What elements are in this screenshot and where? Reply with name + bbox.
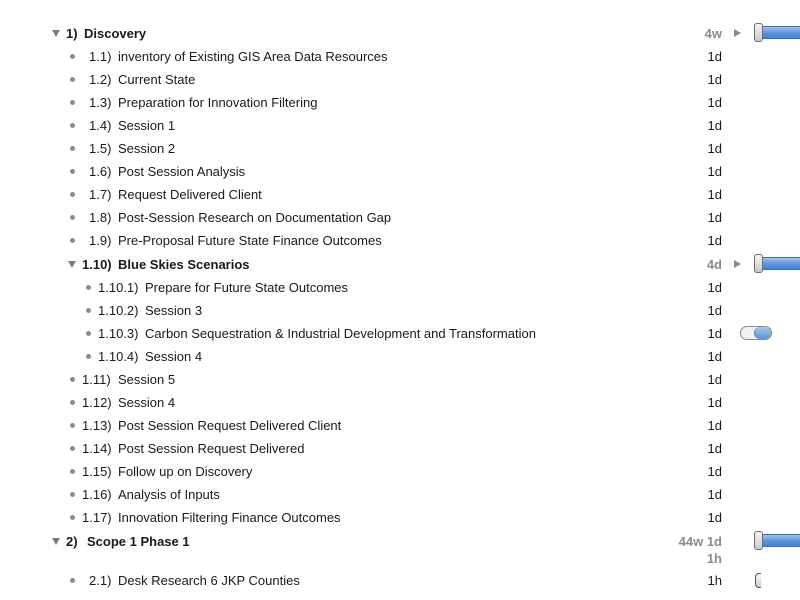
expand-arrow-icon[interactable] xyxy=(734,260,741,268)
task-duration: 1d xyxy=(707,164,722,179)
gantt-bar-start-handle[interactable] xyxy=(754,254,763,273)
task-row[interactable] xyxy=(0,460,800,483)
task-title: Post-Session Research on Documentation Gap xyxy=(118,210,392,225)
task-row[interactable] xyxy=(0,391,800,414)
task-duration-secondary: 1h xyxy=(706,551,722,566)
task-duration: 1d xyxy=(707,141,722,156)
gantt-bar-start-handle[interactable] xyxy=(754,531,763,550)
task-number: 1.4) xyxy=(89,118,112,133)
task-title: Post Session Request Delivered xyxy=(118,441,305,456)
task-row[interactable] xyxy=(0,206,800,229)
task-number: 1.5) xyxy=(89,141,112,156)
task-row-2[interactable] xyxy=(0,530,800,566)
task-title: Carbon Sequestration & Industrial Development and Transformation xyxy=(145,326,536,341)
task-row[interactable] xyxy=(0,229,800,252)
task-duration: 1h xyxy=(707,573,722,588)
task-duration: 1d xyxy=(707,233,722,248)
task-title: Session 2 xyxy=(118,141,176,156)
task-row-1-10[interactable] xyxy=(0,253,800,276)
bullet-icon xyxy=(70,192,75,197)
task-title: Session 5 xyxy=(118,372,176,387)
task-title: Innovation Filtering Finance Outcomes xyxy=(118,510,341,525)
gantt-bar-start-handle[interactable] xyxy=(755,573,761,588)
bullet-icon xyxy=(86,308,91,313)
task-title: Session 4 xyxy=(145,349,203,364)
bullet-icon xyxy=(70,469,75,474)
task-number: 1.2) xyxy=(89,72,112,87)
bullet-icon xyxy=(70,515,75,520)
task-title: Pre-Proposal Future State Finance Outcomes xyxy=(118,233,382,248)
task-row[interactable] xyxy=(0,137,800,160)
task-number: 1.8) xyxy=(89,210,112,225)
task-title: Current State xyxy=(118,72,196,87)
task-duration: 1d xyxy=(707,187,722,202)
task-title: Session 1 xyxy=(118,118,176,133)
task-duration: 1d xyxy=(707,280,722,295)
task-row[interactable] xyxy=(0,414,800,437)
task-title: Discovery xyxy=(84,26,147,41)
task-number: 1.10.2) xyxy=(98,303,139,318)
task-duration: 1d xyxy=(707,210,722,225)
disclosure-triangle-icon[interactable] xyxy=(52,538,60,545)
bullet-icon xyxy=(70,377,75,382)
bullet-icon xyxy=(70,123,75,128)
task-title: Post Session Request Delivered Client xyxy=(118,418,342,433)
bullet-icon xyxy=(70,146,75,151)
bullet-icon xyxy=(86,285,91,290)
task-row[interactable] xyxy=(0,299,800,322)
task-duration: 1d xyxy=(707,303,722,318)
task-row[interactable] xyxy=(0,183,800,206)
bullet-icon xyxy=(70,100,75,105)
task-number: 1.16) xyxy=(82,487,112,502)
task-row[interactable] xyxy=(0,91,800,114)
task-duration: 1d xyxy=(707,118,722,133)
bullet-icon xyxy=(70,446,75,451)
bullet-icon xyxy=(70,492,75,497)
bullet-icon xyxy=(70,238,75,243)
task-duration: 1d xyxy=(707,395,722,410)
bullet-icon xyxy=(70,54,75,59)
task-number: 1.10) xyxy=(82,257,112,272)
task-number: 1.14) xyxy=(82,441,112,456)
task-title: Follow up on Discovery xyxy=(118,464,253,479)
task-title: Post Session Analysis xyxy=(118,164,246,179)
bullet-icon xyxy=(86,354,91,359)
task-row[interactable] xyxy=(0,345,800,368)
task-title: Session 3 xyxy=(145,303,203,318)
task-duration: 1d xyxy=(707,349,722,364)
task-row[interactable] xyxy=(0,114,800,137)
task-number: 1.13) xyxy=(82,418,112,433)
task-number: 1.10.3) xyxy=(98,326,139,341)
task-number: 1.15) xyxy=(82,464,112,479)
task-title: Session 4 xyxy=(118,395,176,410)
task-title: Prepare for Future State Outcomes xyxy=(145,280,349,295)
bullet-icon xyxy=(86,331,91,336)
task-number: 2.1) xyxy=(89,573,112,588)
task-duration: 1d xyxy=(707,372,722,387)
task-number: 1.7) xyxy=(89,187,112,202)
task-duration: 1d xyxy=(707,464,722,479)
bullet-icon xyxy=(70,423,75,428)
task-row[interactable] xyxy=(0,506,800,529)
task-row[interactable] xyxy=(0,45,800,68)
task-duration: 1d xyxy=(707,49,722,64)
disclosure-triangle-icon[interactable] xyxy=(68,261,76,268)
task-number: 1.3) xyxy=(89,95,112,110)
task-title: Desk Research 6 JKP Counties xyxy=(118,573,300,588)
gantt-bar-start-handle[interactable] xyxy=(754,23,763,42)
task-title: Analysis of Inputs xyxy=(118,487,220,502)
task-row[interactable] xyxy=(0,437,800,460)
disclosure-triangle-icon[interactable] xyxy=(52,30,60,37)
task-row[interactable] xyxy=(0,322,800,345)
task-duration: 1d xyxy=(707,510,722,525)
task-duration: 4d xyxy=(706,257,722,272)
expand-arrow-icon[interactable] xyxy=(734,29,741,37)
task-duration: 1d xyxy=(707,326,722,341)
task-duration: 1d xyxy=(707,441,722,456)
task-title: Blue Skies Scenarios xyxy=(118,257,250,272)
bullet-icon xyxy=(70,400,75,405)
task-duration: 1d xyxy=(707,95,722,110)
task-duration: 4w xyxy=(704,26,722,41)
task-row-1[interactable] xyxy=(0,22,800,45)
task-number: 1.10.4) xyxy=(98,349,139,364)
bullet-icon xyxy=(70,578,75,583)
task-number: 2) xyxy=(66,534,78,549)
task-duration: 44w 1d xyxy=(678,534,722,549)
gantt-bar[interactable] xyxy=(758,257,800,270)
gantt-bar[interactable] xyxy=(758,534,800,547)
task-duration: 1d xyxy=(707,487,722,502)
bullet-icon xyxy=(70,169,75,174)
task-number: 1.10.1) xyxy=(98,280,139,295)
task-number: 1.11) xyxy=(82,372,111,387)
task-number: 1.6) xyxy=(89,164,112,179)
bullet-icon xyxy=(70,77,75,82)
task-title: Scope 1 Phase 1 xyxy=(87,534,190,549)
gantt-milestone-pill[interactable] xyxy=(740,326,772,340)
task-number: 1.17) xyxy=(82,510,112,525)
bullet-icon xyxy=(70,215,75,220)
task-duration: 1d xyxy=(707,418,722,433)
task-row[interactable] xyxy=(0,276,800,299)
task-row[interactable] xyxy=(0,368,800,391)
gantt-bar[interactable] xyxy=(758,26,800,39)
task-row[interactable] xyxy=(0,160,800,183)
task-row[interactable] xyxy=(0,483,800,506)
task-title: Request Delivered Client xyxy=(118,187,262,202)
task-row[interactable] xyxy=(0,569,800,592)
task-number: 1.12) xyxy=(82,395,112,410)
task-number: 1.9) xyxy=(89,233,112,248)
task-title: Preparation for Innovation Filtering xyxy=(118,95,318,110)
task-row[interactable] xyxy=(0,68,800,91)
task-title: inventory of Existing GIS Area Data Resources xyxy=(118,49,388,64)
task-duration: 1d xyxy=(707,72,722,87)
task-number: 1) xyxy=(66,26,78,41)
task-number: 1.1) xyxy=(89,49,112,64)
